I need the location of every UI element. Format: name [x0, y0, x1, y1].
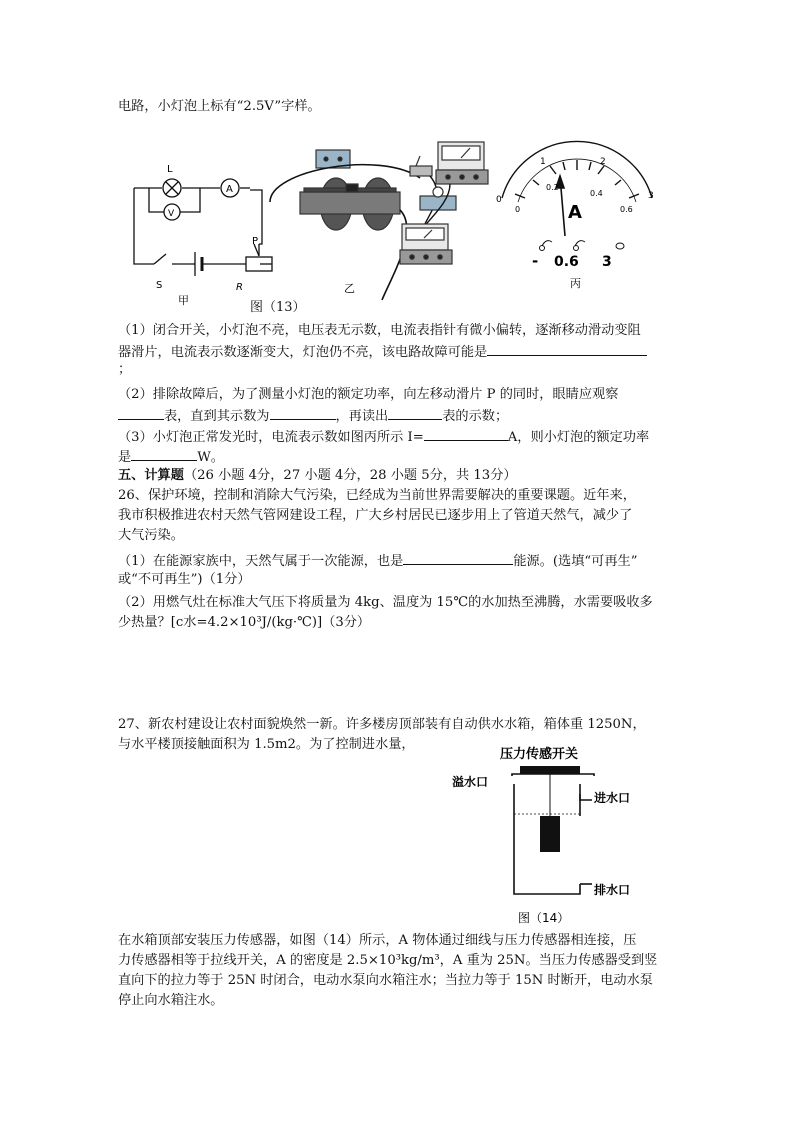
q3-line2 — [118, 447, 224, 467]
q26-sub1-b: 能源。(选填“可再生” — [513, 554, 638, 569]
q2-line2 — [118, 406, 508, 426]
dial-terminals — [540, 241, 625, 251]
section-5-title: 五、计算题 — [118, 468, 184, 483]
label-P: P — [252, 236, 259, 247]
label-A-ammeter: A — [226, 184, 233, 195]
label-L: L — [167, 164, 173, 175]
q26-line3: 大气污染。 — [118, 528, 184, 543]
figure-13-svg — [120, 140, 680, 320]
q1-line2 — [118, 342, 647, 362]
q26-sub2-a: （2）用燃气灶在标准大气压下将质量为 4kg、温度为 15℃的水加热至沸腾，水需要吸收多 — [118, 595, 653, 610]
q26-sub1-a: （1）在能源家族中，天然气属于一次能源，也是 — [118, 554, 404, 569]
label-jia: 甲 — [178, 294, 189, 307]
q3-line1 — [118, 427, 649, 447]
q27-line1: 27、新农村建设让农村面貌焕然一新。许多楼房顶部装有自动供水水箱，箱体重 1250N， — [118, 717, 646, 732]
figure-13-caption: 图（13） — [250, 300, 306, 315]
section-5-heading — [118, 467, 517, 485]
q2-line1: （2）排除故障后，为了测量小灯泡的额定功率，向左移动滑片 P 的同时，眼睛应观察 — [118, 387, 619, 402]
q27-line4: 力传感器相等于拉线开关，A 的密度是 2.5×10³kg/m³，A 重为 25N。当压力传感器受到竖 — [118, 953, 658, 968]
q3-line2-b: W。 — [197, 450, 224, 465]
q2-part-b: ，再读出 — [335, 409, 389, 424]
q27-line2: 与水平楼顶接触面积为 1.5m2。为了控制进水量， — [118, 737, 415, 752]
figure-14-svg — [444, 742, 664, 932]
q26-line1: 26、保护环境，控制和消除大气污染，已经成为当前世界需要解决的重要课题。近年来， — [118, 488, 636, 503]
q3-blank-power[interactable] — [131, 447, 197, 461]
terminal-06: 0.6 — [554, 254, 579, 270]
label-bing: 丙 — [570, 277, 581, 290]
q26-line2: 我市积极推进农村天然气管网建设工程，广大乡村居民已逐步用上了管道天然气，减少了 — [118, 508, 633, 523]
q2-blank-meter2[interactable] — [388, 406, 442, 420]
label-R: R — [236, 282, 243, 293]
apparatus-yi — [270, 142, 488, 300]
q26-blank-energy-type[interactable] — [403, 551, 513, 565]
q1-line3: ； — [118, 362, 132, 377]
figure-14 — [444, 742, 664, 932]
figure-14-caption: 图（14） — [518, 911, 570, 925]
dial-tick-04: 0.4 — [590, 189, 603, 198]
q27-line6: 停止向水箱注水。 — [118, 993, 224, 1008]
pressure-sensor — [520, 766, 580, 774]
circuit-diagram-jia — [134, 179, 272, 276]
q26-sub2-b: 少热量？[c水=4.2×10³J/(kg·℃)]（3分） — [118, 615, 371, 630]
q27-line5: 直向下的拉力等于 25N 时闭合，电动水泵向水箱注水；当拉力等于 15N 时断开，电动水泵 — [118, 973, 653, 988]
dial-tick-06: 0.6 — [620, 205, 633, 214]
q2-blank-value[interactable] — [270, 406, 336, 420]
dial-tick-3: 3 — [648, 191, 654, 201]
q3-line1-a: （3）小灯泡正常发光时，电流表示数如图丙所示 I= — [118, 430, 424, 445]
object-A — [540, 816, 560, 852]
q26-sub1 — [118, 551, 637, 571]
label-S: S — [156, 280, 163, 291]
label-overflow: 溢水口 — [452, 775, 489, 789]
q27-line3: 在水箱顶部安装压力传感器，如图（14）所示，A 物体通过细线与压力传感器相连接，压 — [118, 933, 637, 948]
dial-tick-1: 1 — [540, 157, 546, 167]
figure-13 — [120, 140, 680, 320]
label-yi: 乙 — [344, 282, 355, 295]
q3-line1-b: A，则小灯泡的额定功率 — [507, 430, 650, 445]
intro-line: 电路，小灯泡上标有“2.5V”字样。 — [118, 99, 321, 114]
q2-part-c: 表的示数； — [442, 409, 509, 424]
q26-sub1-c: 或“不可再生”)（1分） — [118, 572, 251, 587]
q1-line1: （1）闭合开关，小灯泡不亮，电压表无示数，电流表指针有微小偏转，逐渐移动滑动变阻 — [118, 323, 641, 338]
q1-line2-text: 器滑片，电流表示数逐渐变大，灯泡仍不亮，该电路故障可能是 — [118, 345, 488, 360]
label-sensor: 压力传感开关 — [500, 747, 579, 762]
q3-line2-a: 是 — [118, 450, 132, 465]
dial-tick-2: 2 — [600, 157, 606, 167]
dial-tick-0-inner: 0 — [515, 205, 521, 214]
terminal-minus: - — [532, 252, 539, 270]
dial-unit-A: A — [568, 202, 582, 223]
dial-tick-0: 0 — [496, 195, 502, 205]
dial-tick-02: 0.2 — [546, 183, 559, 192]
q1-answer-blank[interactable] — [487, 342, 647, 356]
label-V-voltmeter: V — [168, 209, 175, 219]
terminal-3: 3 — [602, 254, 612, 270]
q3-blank-current[interactable] — [424, 427, 508, 441]
label-inlet: 进水口 — [594, 791, 631, 805]
q2-blank-meter1[interactable] — [118, 406, 164, 420]
label-drain: 排水口 — [594, 883, 631, 897]
q2-part-a: 表，直到其示数为 — [164, 409, 270, 424]
section-5-detail: （26 小题 4分，27 小题 4分，28 小题 5分，共 13分） — [183, 468, 517, 483]
ammeter-dial-bing — [502, 141, 652, 202]
